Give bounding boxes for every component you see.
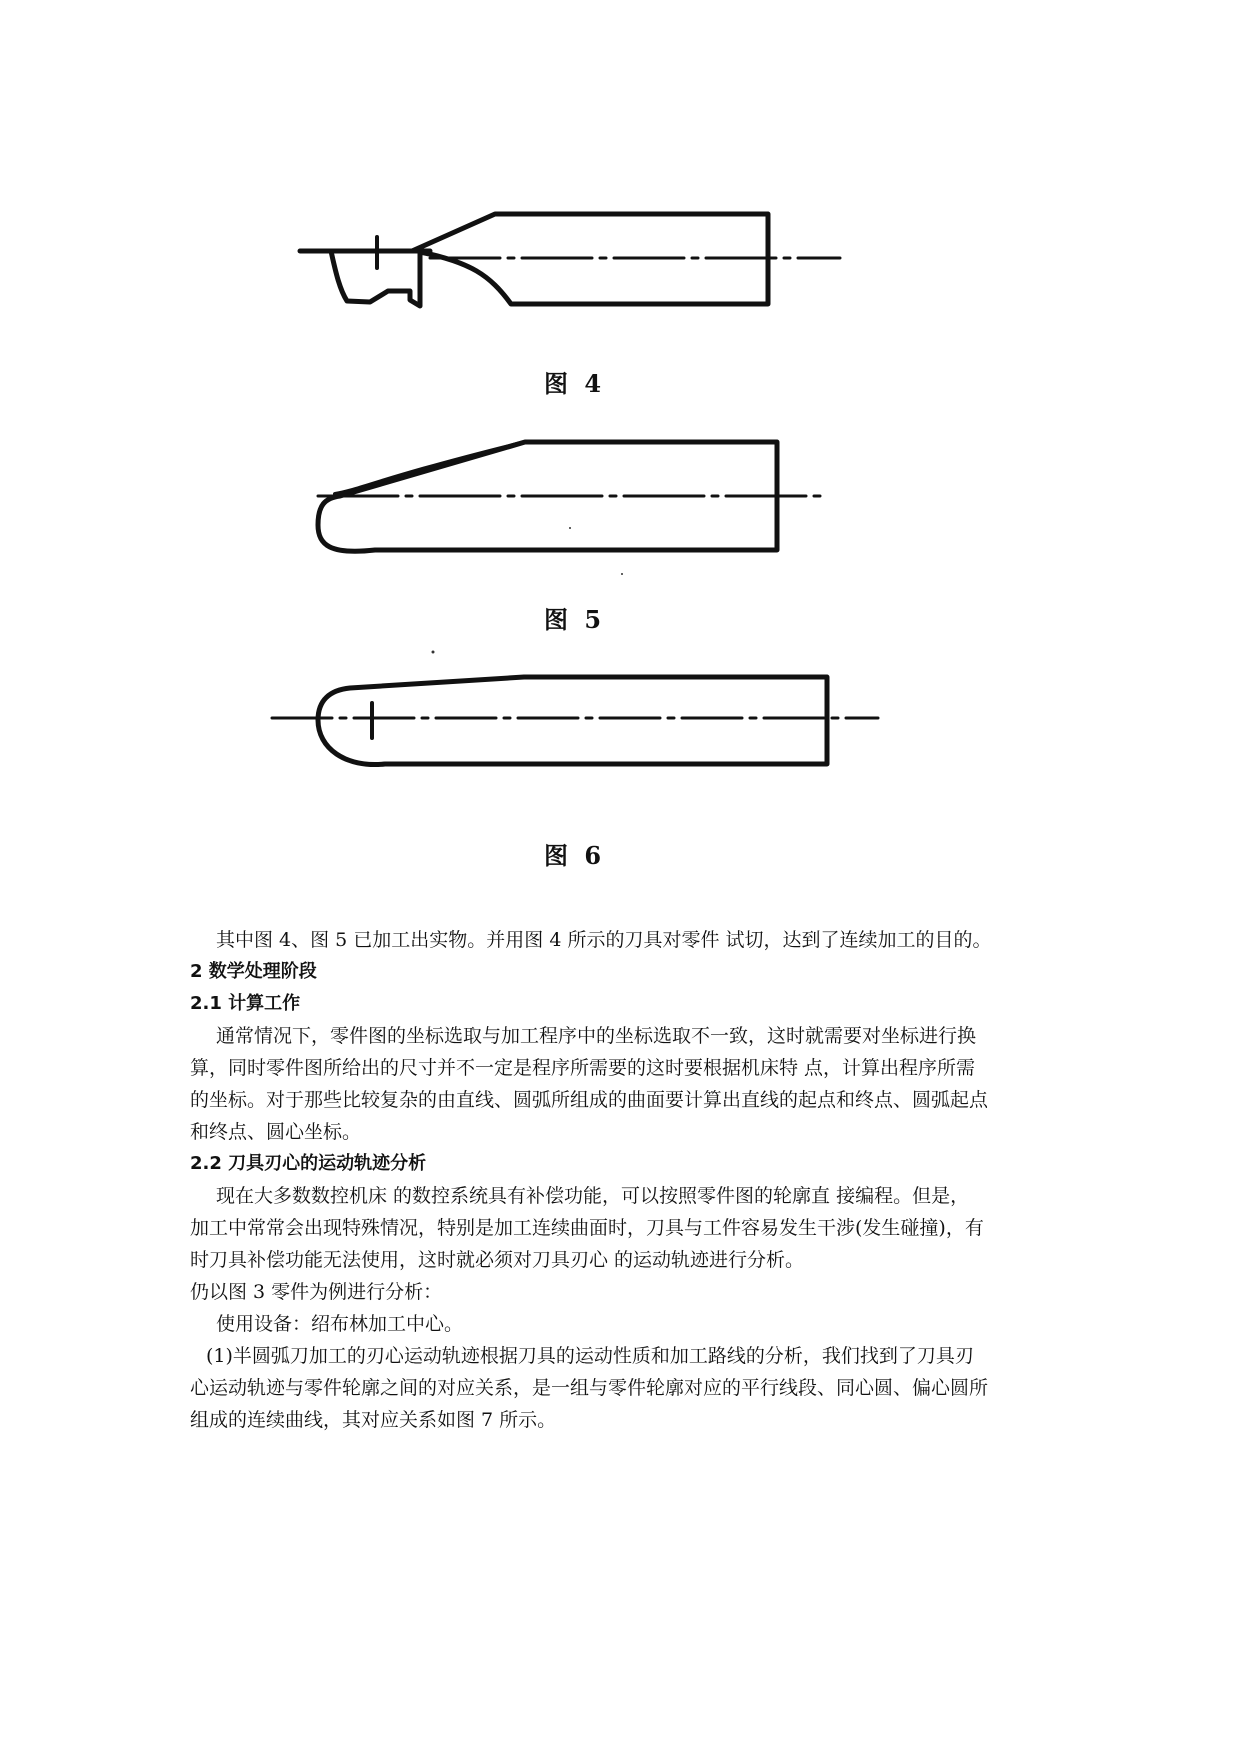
paragraph-example: 仍以图 3 零件为例进行分析： (190, 1281, 443, 1303)
figure-6-outline (318, 677, 827, 765)
figure-4-outline (331, 214, 768, 306)
section-heading-2: 2 数学处理阶段 (190, 961, 317, 982)
body-text (190, 924, 1060, 1436)
figure-4-caption: 图 4 (544, 369, 606, 398)
figure-6-drawing (272, 677, 878, 765)
paragraph-track-line3: 时刀具补偿功能无法使用，这时就必须对刀具刃心 的运动轨迹进行分析。 (190, 1249, 805, 1271)
paragraph-calc-line2: 算，同时零件图所给出的尺寸并不一定是程序所需要的这时要根据机床特 点，计算出程序所需 (190, 1057, 976, 1079)
speck (432, 651, 435, 654)
section-heading-2-2: 2.2 刀具刃心的运动轨迹分析 (190, 1153, 427, 1174)
figure-5-drawing (318, 442, 825, 551)
paragraph-track-line2: 加工中常常会出现特殊情况，特别是加工连续曲面时，刀具与工件容易发生干涉(发生碰撞)，有 (190, 1217, 984, 1239)
figure-4-drawing (300, 214, 840, 306)
paragraph-semicircle-line3: 组成的连续曲线，其对应关系如图 7 所示。 (190, 1409, 557, 1431)
section-heading-2-1: 2.1 计算工作 (190, 993, 301, 1014)
paragraph-semicircle-line1: (1)半圆弧刀加工的刃心运动轨迹根据刀具的运动性质和加工路线的分析，我们找到了刀具刃 (206, 1345, 974, 1367)
speck (569, 527, 571, 529)
paragraph-equipment: 使用设备：绍布林加工中心。 (216, 1313, 464, 1335)
paragraph-semicircle-line2: 心运动轨迹与零件轮廓之间的对应关系，是一组与零件轮廓对应的平行线段、同心圆、偏心圆所 (190, 1377, 989, 1399)
speck (621, 573, 623, 575)
paragraph-intro: 其中图 4、图 5 已加工出实物。并用图 4 所示的刀具对零件 试切，达到了连续加工的目的。 (216, 929, 992, 951)
paragraph-calc-line4: 和终点、圆心坐标。 (190, 1121, 362, 1143)
figure-5-caption: 图 5 (544, 605, 606, 634)
figure-5-slope (335, 442, 525, 494)
paragraph-track-line1: 现在大多数数控机床 的数控系统具有补偿功能，可以按照零件图的轮廓直 接编程。但是， (216, 1185, 970, 1207)
paragraph-calc-line3: 的坐标。对于那些比较复杂的由直线、圆弧所组成的曲面要计算出直线的起点和终点、圆弧起点 (190, 1089, 989, 1111)
paragraph-calc-line1: 通常情况下，零件图的坐标选取与加工程序中的坐标选取不一致，这时就需要对坐标进行换 (216, 1025, 977, 1047)
figure-6-caption: 图 6 (544, 841, 606, 870)
